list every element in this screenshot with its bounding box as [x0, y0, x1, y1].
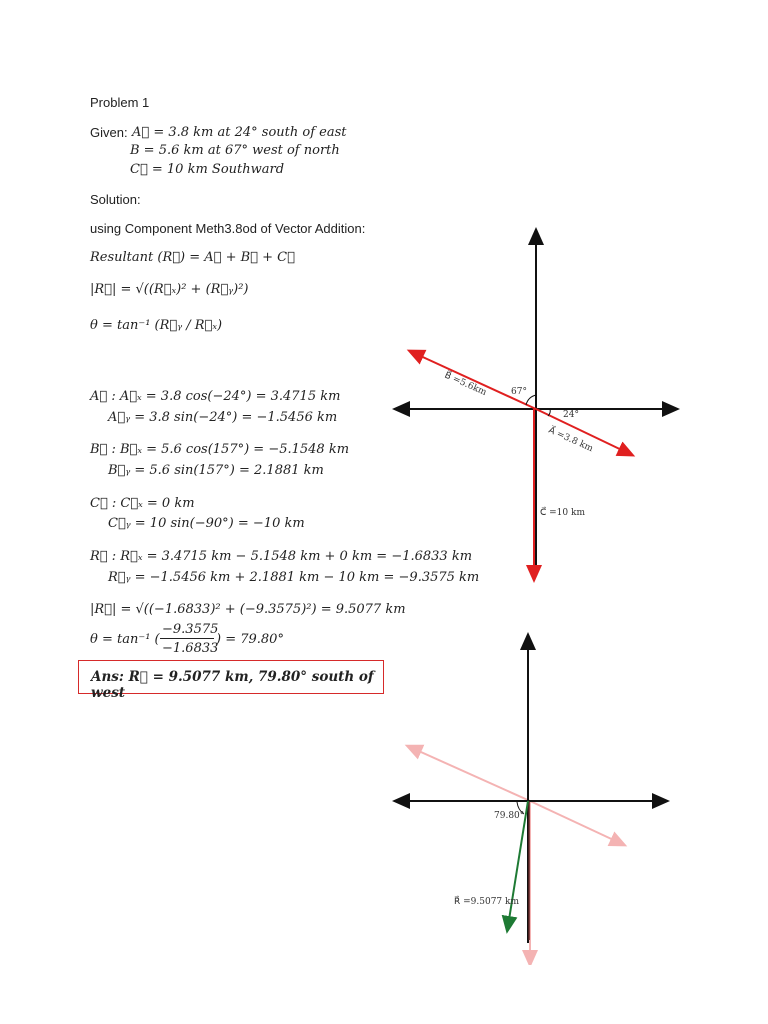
component-by: B⃗ᵧ = 5.6 sin(157°) = 2.1881 km [108, 463, 324, 478]
label-r: R⃗ =9.5077 km [454, 897, 519, 907]
result-theta-denominator: −1.6833 [162, 641, 219, 656]
given-b: B = 5.6 km at 67° west of north [130, 143, 340, 158]
given-c: C⃗ = 10 km Southward [130, 162, 285, 177]
method-text: using Component Meth3.8od of Vector Addition: [90, 221, 366, 236]
result-theta-numerator: −9.3575 [162, 622, 219, 637]
vector-diagram [390, 225, 690, 585]
angle-label-a: 24° [563, 410, 579, 420]
component-ax: A⃗ : A⃗ₓ = 3.8 cos(−24°) = 3.4715 km [90, 389, 341, 404]
angle-label-b: 67° [511, 387, 527, 397]
faded-vector-b [412, 748, 530, 801]
fraction-bar [160, 638, 214, 639]
problem-title: Problem 1 [90, 95, 150, 110]
answer-text: Ans: R⃗ = 9.5077 km, 79.80° south of west [91, 669, 374, 701]
component-rx: R⃗ : R⃗ₓ = 3.4715 km − 5.1548 km + 0 km = −1.6833 km [90, 549, 473, 564]
component-bx: B⃗ : B⃗ₓ = 5.6 cos(157°) = −5.1548 km [90, 442, 350, 457]
magnitude-formula: |R⃗| = √((R⃗ₓ)² + (R⃗ᵧ)²) [90, 282, 249, 297]
result-theta-prefix: θ = tan⁻¹ ( [90, 632, 160, 647]
result-theta-suffix: ) = 79.80° [216, 632, 284, 647]
component-cy: C⃗ᵧ = 10 sin(−90°) = −10 km [108, 516, 305, 531]
label-b: B⃗ =5.6km [442, 370, 488, 398]
given-a: A⃗ = 3.8 km at 24° south of east [132, 125, 347, 140]
resultant-formula: Resultant (R⃗) = A⃗ + B⃗ + C⃗ [90, 250, 295, 265]
resultant-diagram [390, 630, 680, 965]
result-magnitude: |R⃗| = √((−1.6833)² + (−9.3575)²) = 9.5077 km [90, 602, 406, 617]
angle-label-r: 79.80° [494, 811, 525, 821]
faded-vector-a [530, 801, 620, 843]
component-ay: A⃗ᵧ = 3.8 sin(−24°) = −1.5456 km [108, 410, 338, 425]
angle-arc-b [526, 395, 536, 405]
label-a: A⃗ =3.8 km [546, 425, 595, 455]
given-label: Given: [90, 125, 128, 140]
theta-formula: θ = tan⁻¹ (R⃗ᵧ / R⃗ₓ) [90, 318, 223, 333]
label-c: C⃗ =10 km [540, 508, 585, 518]
vector-b [414, 353, 536, 409]
component-cx: C⃗ : C⃗ₓ = 0 km [90, 496, 195, 511]
solution-label: Solution: [90, 192, 141, 207]
answer-box [78, 660, 384, 701]
component-ry: R⃗ᵧ = −1.5456 km + 2.1881 km − 10 km = −9.3575 km [108, 570, 480, 585]
